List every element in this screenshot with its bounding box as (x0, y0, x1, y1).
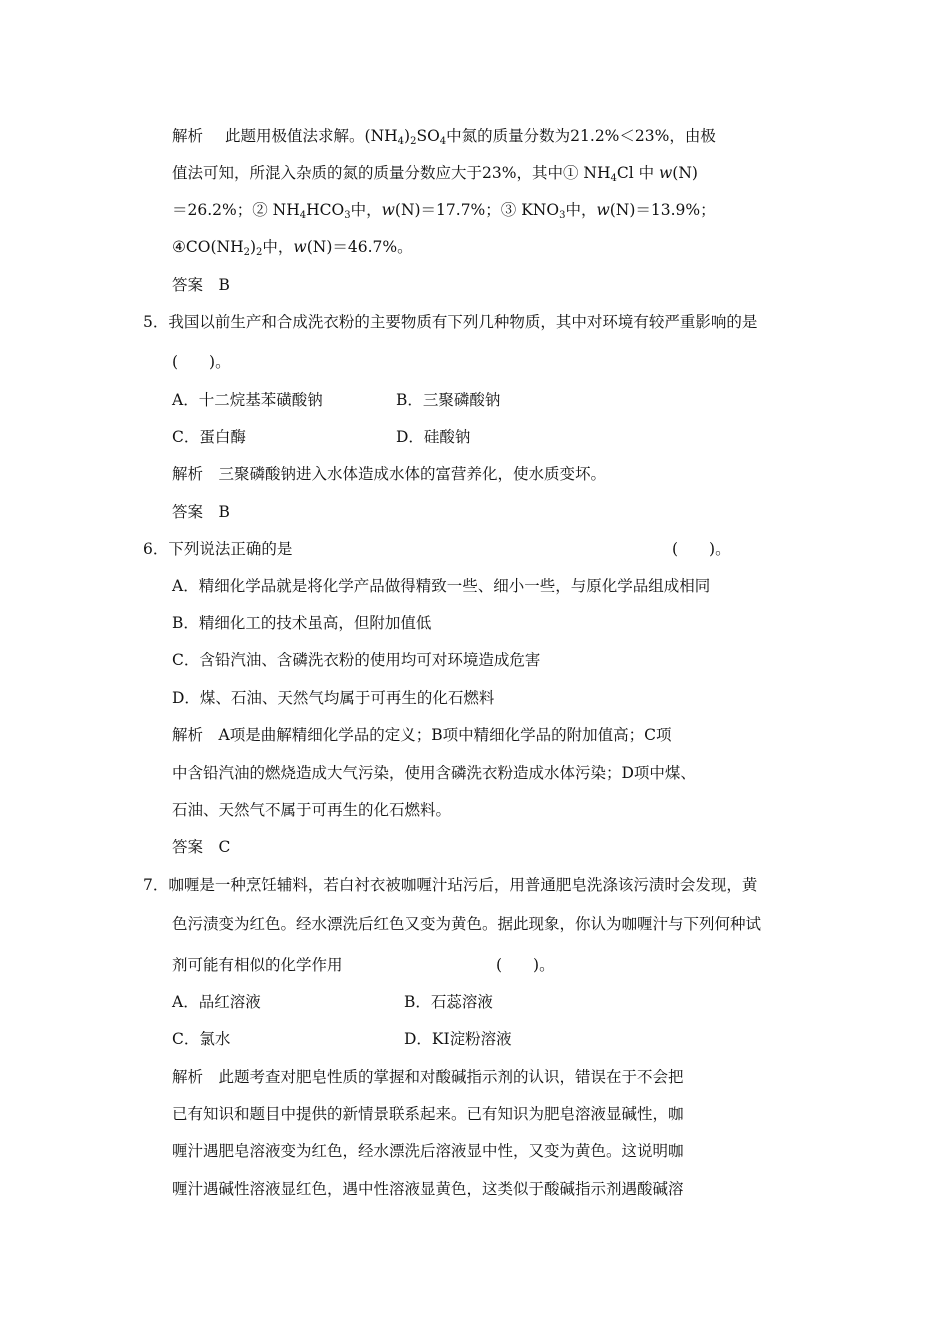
text-run: 中氮的质量分数为21.2%＜23%，由极 (446, 127, 716, 145)
text-run: 中， (262, 238, 294, 256)
q5-option-b: B．三聚磷酸钠 (396, 391, 501, 409)
q7-option-c: C．氯水 (172, 1030, 231, 1048)
q7-analysis-line-4: 喱汁遇碱性溶液显红色，遇中性溶液显黄色，这类似于酸碱指示剂遇酸碱溶 (172, 1180, 684, 1198)
text-run: ④CO(NH (172, 238, 244, 256)
q7-option-a: A．品红溶液 (172, 993, 261, 1011)
text-run: ) (404, 127, 411, 145)
text-run: Cl 中 (616, 164, 660, 182)
q7-stem-line-2: 色污渍变为红色。经水漂洗后红色又变为黄色。据此现象，你认为咖喱汁与下列何种试 (172, 915, 762, 933)
subscript: 2 (256, 247, 263, 258)
text-run: 此题用极值法求解。(NH (225, 127, 398, 145)
q7-analysis-line-3: 喱汁遇肥皂溶液变为红色，经水漂洗后溶液显中性，又变为黄色。这说明咖 (172, 1142, 684, 1160)
q4-analysis-line-3 (172, 200, 716, 220)
q5-answer: 答案 B (172, 503, 230, 521)
text-run: 值法可知，所混入杂质的氮的质量分数应大于23%，其中① NH (172, 164, 611, 182)
subscript: 4 (397, 136, 405, 147)
q7-option-b: B．石蕊溶液 (404, 993, 493, 1011)
text-run: (N) (672, 164, 698, 182)
q7-answer-blank: ( )。 (496, 956, 555, 974)
q4-analysis-line-2 (172, 163, 698, 183)
q6-option-d: D．煤、石油、天然气均属于可再生的化石燃料 (172, 689, 495, 707)
q6-option-b: B．精细化工的技术虽高，但附加值低 (172, 614, 432, 632)
math-variable: w (596, 201, 610, 219)
q5-answer-blank: ( )。 (172, 353, 231, 371)
subscript: 4 (610, 173, 617, 184)
q7-option-d: D．KI淀粉溶液 (404, 1030, 512, 1048)
q4-answer: 答案 B (172, 276, 230, 294)
q5-option-a: A．十二烷基苯磺酸钠 (172, 391, 323, 409)
text-run: ) (249, 238, 257, 256)
analysis-label: 解析 (172, 127, 204, 145)
math-variable: w (381, 201, 395, 219)
subscript: 2 (243, 247, 250, 258)
q7-stem-line-1: 7．咖喱是一种烹饪辅料，若白衬衣被咖喱汁玷污后，用普通肥皂洗涤该污渍时会发现，黄 (143, 876, 758, 894)
text-run: 中， (350, 201, 382, 219)
q6-analysis-line-2: 中含铅汽油的燃烧造成大气污染，使用含磷洗衣粉造成水体污染；D项中煤、 (172, 764, 696, 782)
subscript: 3 (344, 210, 351, 221)
math-variable: w (293, 238, 307, 256)
q4-analysis-line-1 (172, 126, 716, 146)
q6-option-c: C．含铅汽油、含磷洗衣粉的使用均可对环境造成危害 (172, 651, 541, 669)
text-run: (N)＝13.9%； (609, 201, 716, 219)
q6-analysis-line-3: 石油、天然气不属于可再生的化石燃料。 (172, 801, 452, 819)
text-run: SO (416, 127, 440, 145)
q5-option-c: C．蛋白酶 (172, 428, 246, 446)
text-run: HCO (306, 201, 345, 219)
q6-analysis-line-1: 解析 A项是曲解精细化学品的定义；B项中精细化学品的附加值高；C项 (172, 726, 672, 744)
text-run: (N)＝46.7%。 (306, 238, 413, 256)
q6-answer: 答案 C (172, 838, 231, 856)
subscript: 2 (410, 136, 417, 147)
subscript: 4 (439, 136, 447, 147)
q7-analysis-line-2: 已有知识和题目中提供的新情景联系起来。已有知识为肥皂溶液显碱性，咖 (172, 1105, 684, 1123)
q6-stem: 6．下列说法正确的是 (143, 540, 293, 558)
q4-analysis-line-4 (172, 237, 413, 257)
q5-stem: 5．我国以前生产和合成洗衣粉的主要物质有下列几种物质，其中对环境有较严重影响的是 (143, 313, 758, 331)
q5-analysis: 解析 三聚磷酸钠进入水体造成水体的富营养化，使水质变坏。 (172, 465, 607, 483)
text-run: (N)＝17.7%；③ KNO (394, 201, 560, 219)
q5-option-d: D．硅酸钠 (396, 428, 471, 446)
math-variable: w (659, 164, 673, 182)
q6-option-a: A．精细化学品就是将化学产品做得精致一些、细小一些，与原化学品组成相同 (172, 577, 711, 595)
q7-analysis-line-1: 解析 此题考查对肥皂性质的掌握和对酸碱指示剂的认识，错误在于不会把 (172, 1068, 684, 1086)
text-run: ＝26.2%；② NH (172, 201, 300, 219)
subscript: 4 (299, 210, 307, 221)
subscript: 3 (559, 210, 566, 221)
text-run: 中， (565, 201, 597, 219)
q6-answer-blank: ( )。 (672, 540, 731, 558)
q7-stem-line-3: 剂可能有相似的化学作用 (172, 956, 343, 974)
